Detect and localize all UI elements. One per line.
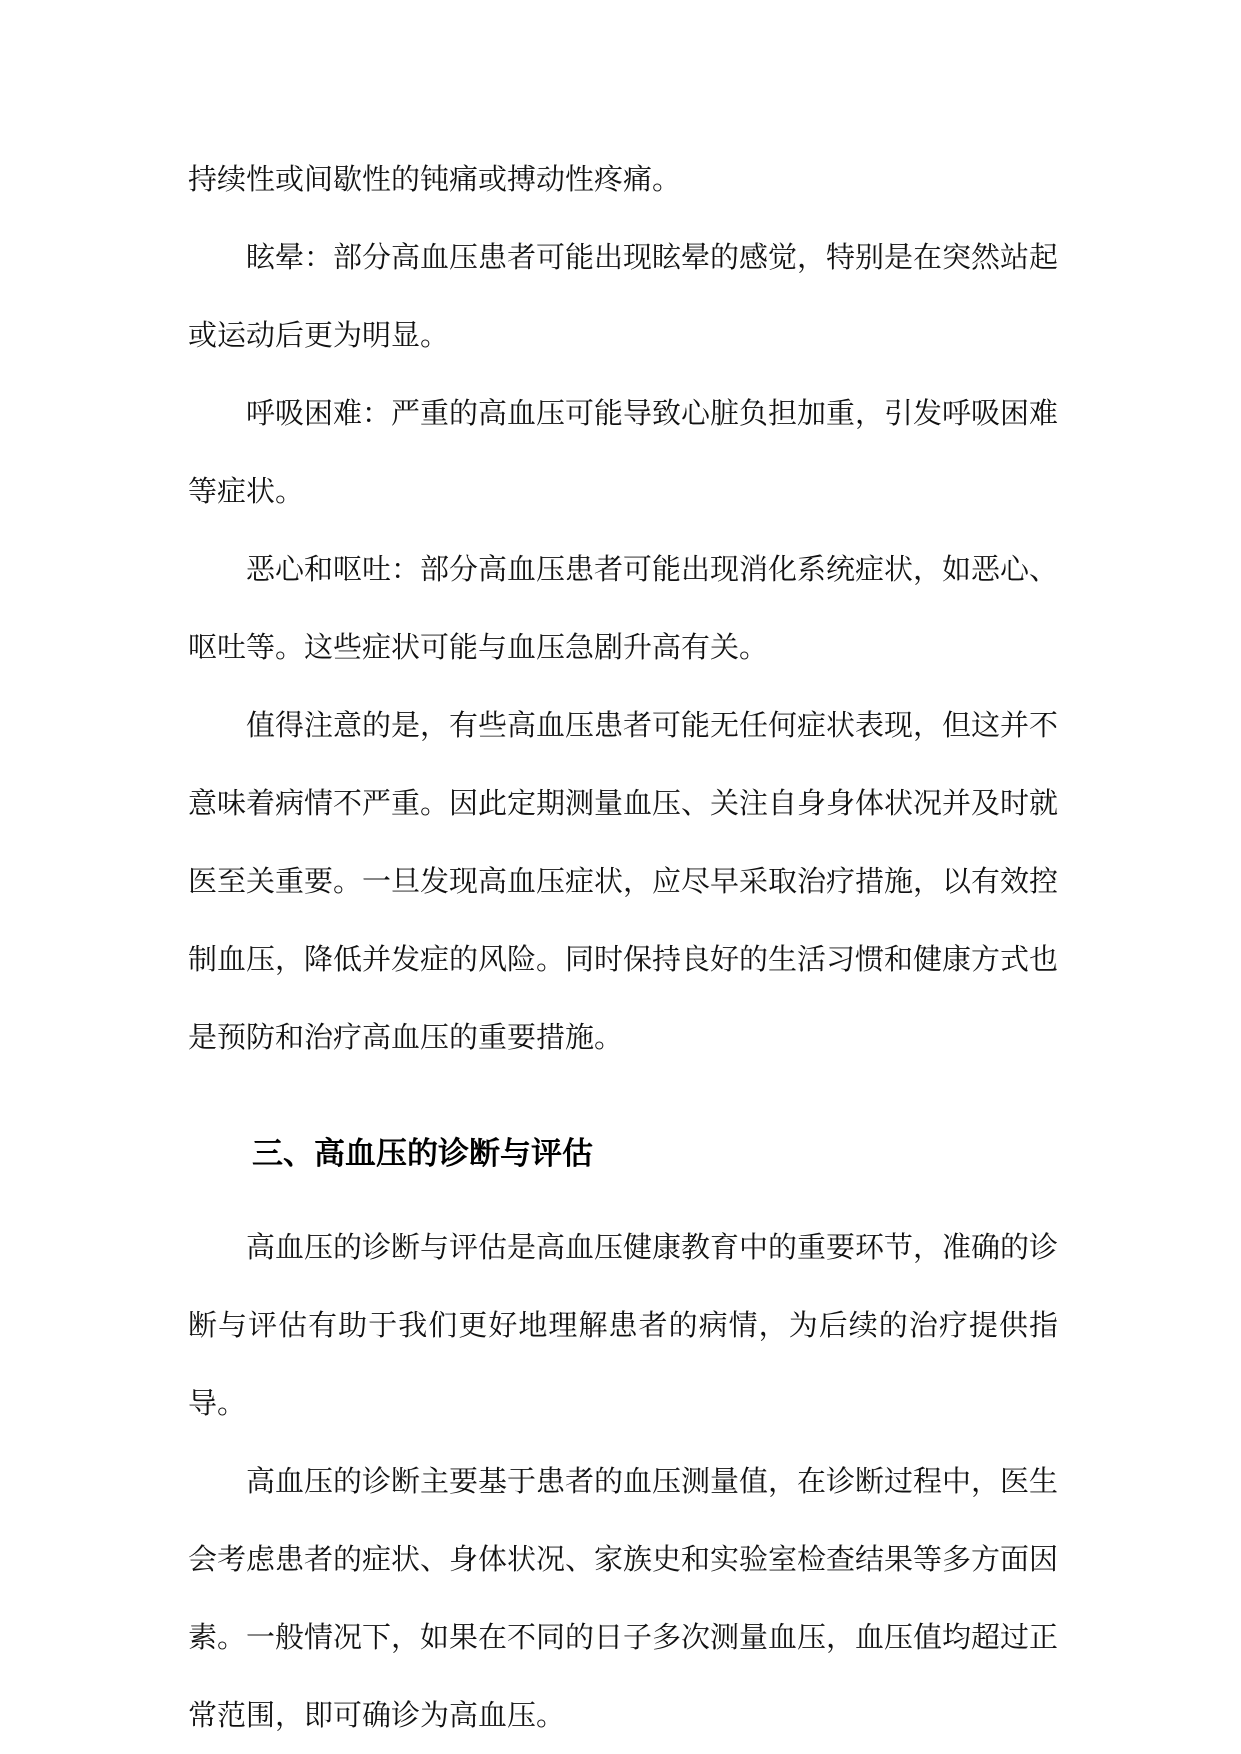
paragraph-continuation: 持续性或间歇性的钝痛或搏动性疼痛。 (188, 162, 682, 196)
paragraph-dizziness: 眩晕：部分高血压患者可能出现眩晕的感觉，特别是在突然站起或运动后更为明显。 (188, 240, 1059, 352)
paragraph-nausea: 恶心和呕吐：部分高血压患者可能出现消化系统症状，如恶心、呕吐等。这些症状可能与血压急剧升高有关。 (188, 552, 1059, 664)
paragraph-diagnosis-basis: 高血压的诊断主要基于患者的血压测量值，在诊断过程中，医生会考虑患者的症状、身体状况、家族史和实验室检查结果等多方面因素。一般情况下，如果在不同的日子多次测量血压，血压值均超过正常范围，即可确诊为高血压。 (188, 1464, 1059, 1732)
paragraph-breathing: 呼吸困难：严重的高血压可能导致心脏负担加重，引发呼吸困难等症状。 (188, 396, 1059, 508)
section-heading: 三、高血压的诊断与评估 (252, 1136, 593, 1172)
paragraph-diagnosis-intro: 高血压的诊断与评估是高血压健康教育中的重要环节，准确的诊断与评估有助于我们更好地理解患者的病情，为后续的治疗提供指导。 (188, 1230, 1059, 1420)
paragraph-note: 值得注意的是，有些高血压患者可能无任何症状表现，但这并不意味着病情不严重。因此定期测量血压、关注自身身体状况并及时就医至关重要。一旦发现高血压症状，应尽早采取治疗措施，以有效控制血压，降低并发症的风险。同时保持良好的生活习惯和健康方式也是预防和治疗高血压的重要措施。 (188, 708, 1059, 1054)
document-body (188, 140, 1058, 1754)
